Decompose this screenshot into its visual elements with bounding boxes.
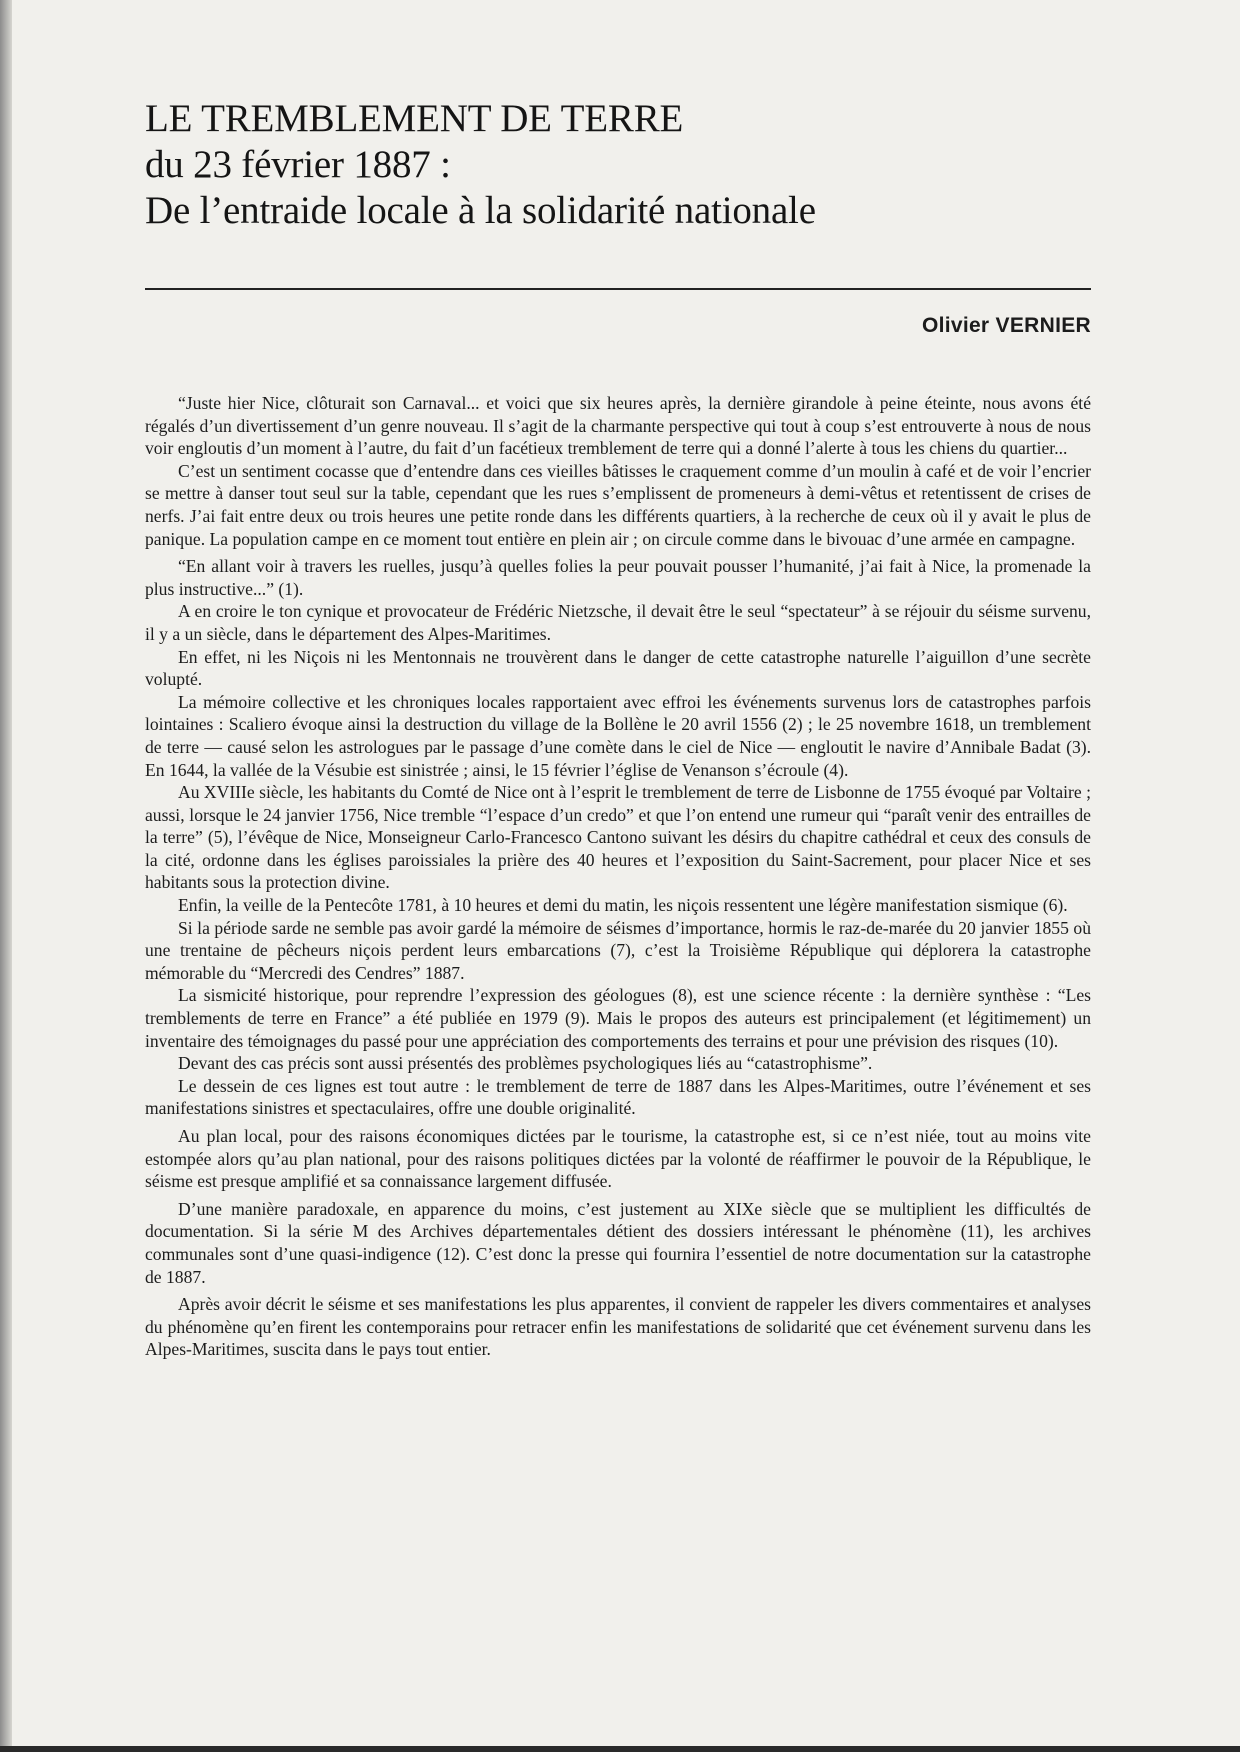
paragraph-6: La mémoire collective et les chroniques locales rapportaient avec effroi les événements survenus lors de catastrophes parfois lointaines : Scaliero évoque ainsi la destruction du village de la Bollène le 20 avril 1556 (2) ; le 25 novembre 1618, un tremblement de terre — causé selon les astrologues par le passage d’une comète dans le ciel de Nice — engloutit le navire d’Annibale Badat (3). En 1644, la vallée de la Vésubie est sinistrée ; ainsi, le 15 février l’église de Venanson s’écroule (4). <box>145 691 1091 780</box>
paragraph-15: Après avoir décrit le séisme et ses manifestations les plus apparentes, il convient de rappeler les divers commentaires et analyses du phénomène qu’en firent les contemporains pour retracer enfin les manifestations de solidarité que cet événement survenu dans les Alpes-Maritimes, suscita dans le pays tout entier. <box>145 1294 1091 1360</box>
paragraph-8: Enfin, la veille de la Pentecôte 1781, à 10 heures et demi du matin, les niçois ressentent une légère manifestation sismique (6). <box>178 895 1068 916</box>
paragraph-13: Au plan local, pour des raisons économiques dictées par le tourisme, la catastrophe est, si ce n’est niée, tout au moins vite estompée alors qu’au plan national, pour des raisons politiques dictées par la volonté de réaffirmer le pouvoir de la République, le séisme est presque amplifié et sa connaissance largement diffusée. <box>145 1126 1091 1192</box>
paragraph-3: “En allant voir à travers les ruelles, jusqu’à quelles folies la peur pouvait pousser l’humanité, j’ai fait à Nice, la promenade la plus instructive...” (1). <box>145 556 1091 599</box>
title-line-3: De l’entraide locale à la solidarité nationale <box>145 189 816 232</box>
paragraph-11: Devant des cas précis sont aussi présentés des problèmes psychologiques liés au “catastrophisme”. <box>178 1053 873 1074</box>
title-rule <box>145 288 1091 290</box>
scan-bottom-edge <box>0 1746 1240 1752</box>
article-title <box>145 96 1091 234</box>
title-line-2: du 23 février 1887 : <box>145 143 451 186</box>
paragraph-1: “Juste hier Nice, clôturait son Carnaval... et voici que six heures après, la dernière girandole à peine éteinte, nous avons été régalés d’un divertissement d’un genre nouveau. Il s’agit de la charmante perspective qui tout à coup s’est entrouverte à nous de nous voir engloutis d’un moment à l’autre, du fait d’un facétieux tremblement de terre qui a donné l’alerte à tous les chiens du quartier... <box>145 393 1091 459</box>
paragraph-2: C’est un sentiment cocasse que d’entendre dans ces vieilles bâtisses le craquement comme d’un moulin à café et de voir l’encrier se mettre à danser tout seul sur la table, cependant que les rues s’emplissent de promeneurs à demi-vêtus et retentissent de crises de nerfs. J’ai fait entre deux ou trois heures une petite ronde dans les différents quartiers, à la recherche de ceux où il y avait le plus de panique. La population campe en ce moment tout entière en plein air ; on circule comme dans le bivouac d’une armée en campagne. <box>145 460 1091 549</box>
author-name: Olivier VERNIER <box>921 314 1091 337</box>
title-line-1: LE TREMBLEMENT DE TERRE <box>145 97 684 140</box>
paragraph-10: La sismicité historique, pour reprendre l’expression des géologues (8), est une science récente : la dernière synthèse : “Les tremblements de terre en France” a été publiée en 1979 (9). Mais le propos des auteurs est principalement (et légitimement) un inventaire des témoignages du passé pour une appréciation des comportements des terrains et pour une prévision des risques (10). <box>145 985 1091 1051</box>
paragraph-7: Au XVIIIe siècle, les habitants du Comté de Nice ont à l’esprit le tremblement de terre de Lisbonne de 1755 évoqué par Voltaire ; aussi, lorsque le 24 janvier 1756, Nice tremble “l’espace d’un credo” et que l’on entend une rumeur qui “paraît venir des entrailles de la terre” (5), l’évêque de Nice, Monseigneur Carlo-Francesco Cantono suivant les désirs du chapitre cathédral et ceux des consuls de la cité, ordonne dans les églises paroissiales la prière des 40 heures et l’exposition du Saint-Sacrement, pour placer Nice et ses habitants sous la protection divine. <box>145 782 1091 893</box>
paragraph-14: D’une manière paradoxale, en apparence du moins, c’est justement au XIXe siècle que se multiplient les difficultés de documentation. Si la série M des Archives départementales détient des dossiers intéressant le phénomène (11), les archives communales sont d’une quasi-indigence (12). C’est donc la presse qui fournira l’essentiel de notre documentation sur la catastrophe de 1887. <box>145 1198 1091 1287</box>
paragraph-12: Le dessein de ces lignes est tout autre : le tremblement de terre de 1887 dans les Alpes-Maritimes, outre l’événement et ses manifestations sinistres et spectaculaires, offre une double originalité. <box>145 1075 1091 1119</box>
page-spine-shadow <box>0 0 12 1752</box>
paragraph-9: Si la période sarde ne semble pas avoir gardé la mémoire de séismes d’importance, hormis le raz-de-marée du 20 janvier 1855 où une trentaine de pêcheurs niçois perdent leurs embarcations (7), c’est la Troisième République qui déplorera la catastrophe mémorable du “Mercredi des Cendres” 1887. <box>145 917 1091 983</box>
article-body <box>145 392 1091 1361</box>
article-page <box>145 96 1091 1366</box>
paragraph-4: A en croire le ton cynique et provocateur de Frédéric Nietzsche, il devait être le seul “spectateur” à se réjouir du séisme survenu, il y a un siècle, dans le département des Alpes-Maritimes. <box>145 601 1091 644</box>
paragraph-5: En effet, ni les Niçois ni les Mentonnais ne trouvèrent dans le danger de cette catastrophe naturelle l’aiguillon d’une secrète volupté. <box>145 646 1091 690</box>
